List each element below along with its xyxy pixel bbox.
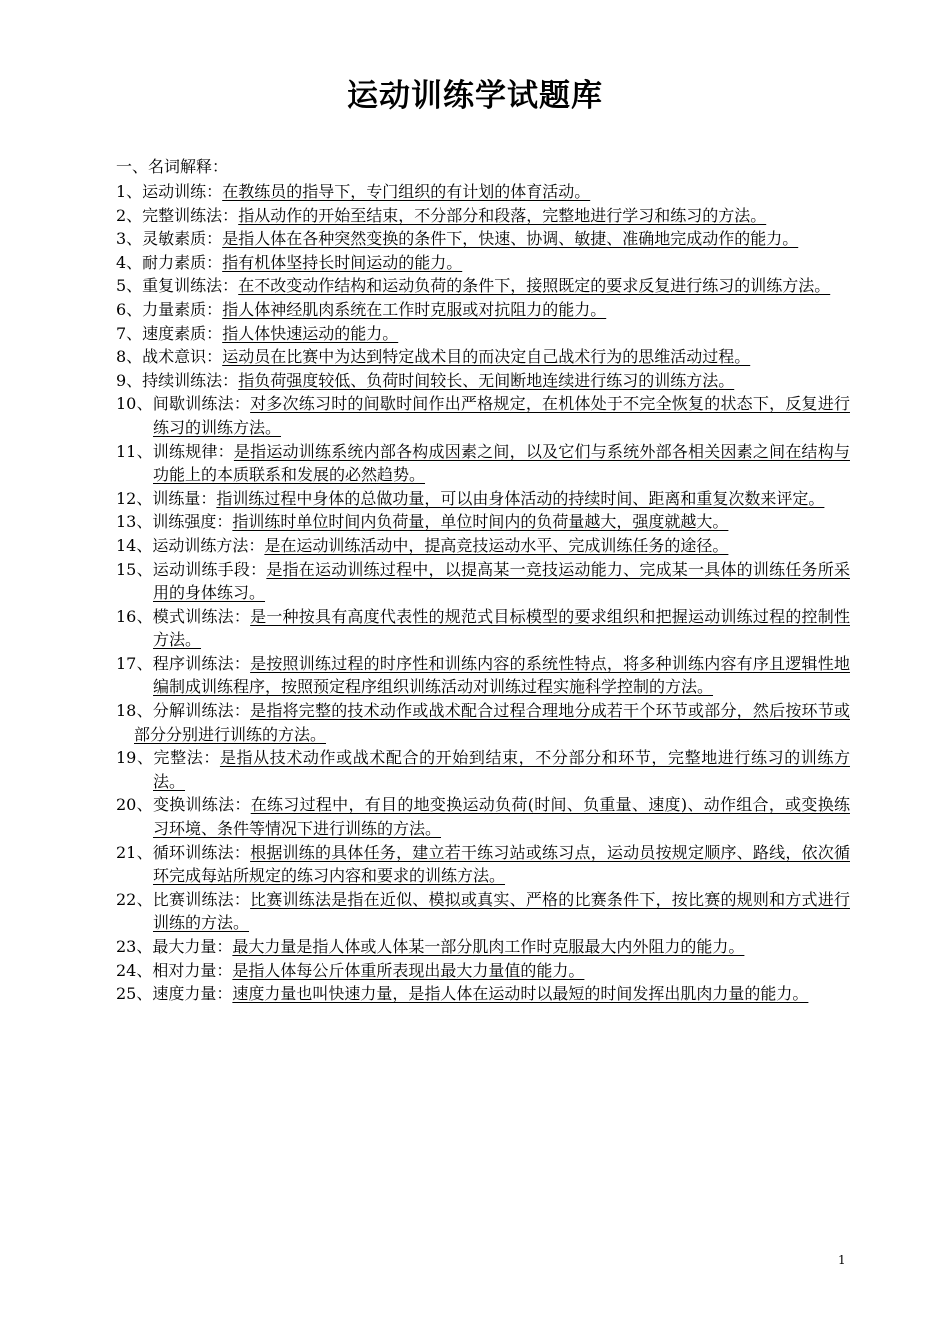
entry-definition: 是按照训练过程的时序性和训练内容的系统性特点，将多种训练内容有序且逻辑性地编制成训练程序，按照预定程序组织训练活动对训练过程实施科学控制的方法。 [153,653,850,697]
entry-term: 25、速度力量： [116,984,233,1004]
entry-definition: 指训练时单位时间内负荷量，单位时间内的负荷量越大，强度就越大。 [232,512,729,532]
entry-22 [116,888,850,935]
entry-definition: 比赛训练法是指在近似、模拟或真实、严格的比赛条件下，按比赛的规则和方式进行训练的方法。 [153,889,850,933]
entry-term: 9、持续训练法： [116,370,239,390]
entry-definition: 指从动作的开始至结束，不分部分和段落，完整地进行学习和练习的方法。 [238,205,767,225]
entry-21 [116,841,850,888]
entry-definition: 是指运动训练系统内部各构成因素之间，以及它们与系统外部各相关因素之间在结构与功能上的本质联系和发展的必然趋势。 [153,441,850,485]
entry-16 [116,605,850,652]
entry-definition: 是指人体每公斤体重所表现出最大力量值的能力。 [232,960,585,980]
entry-definition: 是在运动训练活动中，提高竞技运动水平、完成训练任务的途径。 [264,535,729,555]
entry-term: 14、运动训练方法： [116,535,265,555]
entry-1 [116,180,850,204]
entry-term: 22、比赛训练法： [116,889,251,909]
entry-definition: 速度力量也叫快速力量，是指人体在运动时以最短的时间发挥出肌肉力量的能力。 [232,984,809,1004]
entry-term: 20、变换训练法： [116,795,251,815]
entry-11 [116,440,850,487]
entry-term: 24、相对力量： [116,960,233,980]
entry-term: 21、循环训练法： [116,842,251,862]
entry-definition: 在不改变动作结构和运动负荷的条件下，接照既定的要求反复进行练习的训练方法。 [238,276,831,296]
entry-term: 8、战术意识： [116,347,223,367]
entry-term: 18、分解训练法： [116,701,251,721]
entry-definition: 指人体快速运动的能力。 [222,323,399,343]
entry-term: 10、间歇训练法： [116,394,251,414]
entry-term: 16、模式训练法： [116,606,251,626]
entry-definition: 在教练员的指导下，专门组织的有计划的体育活动。 [222,182,591,201]
entry-list [116,180,850,1006]
page-title: 运动训练学试题库 [347,78,603,114]
entry-definition: 根据训练的具体任务，建立若干练习站或练习点，运动员按规定顺序、路线，依次循环完成每站所规定的练习内容和要求的训练方法。 [153,842,850,886]
entry-term: 17、程序训练法： [116,653,251,673]
entry-definition: 是指将完整的技术动作或战术配合过程合理地分成若干个环节或部分，然后按环节或部分分别进行训练的方法。 [134,701,850,744]
entry-term: 4、耐力素质： [116,252,223,272]
entry-14 [116,534,850,558]
entry-10 [116,392,850,439]
entry-term: 6、力量素质： [116,299,223,319]
entry-definition: 指人体神经肌肉系统在工作时克服或对抗阻力的能力。 [222,299,607,319]
entry-definition: 指训练过程中身体的总做功量，可以由身体活动的持续时间、距离和重复次数来评定。 [216,488,825,508]
entry-term: 11、训练规律： [116,441,234,461]
entry-definition: 指有机体坚持长时间运动的能力。 [222,252,463,272]
entry-13 [116,510,850,534]
entry-definition: 对多次练习时的间歇时间作出严格规定，在机体处于不完全恢复的状态下，反复进行练习的训练方法。 [153,394,850,437]
entry-4 [116,251,850,275]
entry-3 [116,227,850,251]
entry-23 [116,935,850,959]
entry-definition: 是指在运动训练过程中，以提高某一竞技运动能力、完成某一具体的训练任务所采用的身体练习。 [153,559,850,603]
entry-term: 12、训练量： [116,488,217,508]
section-heading: 一、名词解释： [116,157,229,176]
entry-17 [116,652,850,699]
entry-term: 7、速度素质： [116,323,223,343]
entry-5 [116,274,850,298]
entry-18 [116,699,850,746]
entry-term: 3、灵敏素质： [116,229,223,249]
entry-8 [116,345,850,369]
entry-term: 1、运动训练： [116,182,223,201]
entry-definition: 在练习过程中，有目的地变换运动负荷(时间、负重量、速度)、动作组合，或变换练习环境、条件等情况下进行训练的方法。 [153,795,850,839]
page-number: 1 [838,1253,846,1267]
entry-19 [116,746,850,793]
entry-definition: 是指人体在各种突然变换的条件下，快速、协调、敏捷、准确地完成动作的能力。 [222,229,799,249]
entry-20 [116,793,850,840]
entry-12 [116,487,850,511]
entry-definition: 最大力量是指人体或人体某一部分肌肉工作时克服最大内外阻力的能力。 [232,937,745,956]
entry-2 [116,204,850,228]
entry-25 [116,982,850,1006]
entry-24 [116,959,850,983]
entry-6 [116,298,850,322]
entry-term: 15、运动训练手段： [116,559,267,579]
entry-definition: 指负荷强度较低、负荷时间较长、无间断地连续进行练习的训练方法。 [238,370,735,390]
entry-15 [116,558,850,605]
entry-9 [116,369,850,393]
entry-7 [116,322,850,346]
entry-term: 23、最大力量： [116,937,233,956]
entry-term: 13、训练强度： [116,512,233,532]
entry-definition: 是指从技术动作或战术配合的开始到结束，不分部分和环节，完整地进行练习的训练方法。 [153,748,850,791]
entry-term: 5、重复训练法： [116,276,239,296]
entry-definition: 是一种按具有高度代表性的规范式目标模型的要求组织和把握运动训练过程的控制性方法。 [153,606,850,650]
entry-term: 19、完整法： [116,748,220,768]
entry-term: 2、完整训练法： [116,205,239,225]
entry-definition: 运动员在比赛中为达到特定战术目的而决定自己战术行为的思维活动过程。 [222,347,751,367]
